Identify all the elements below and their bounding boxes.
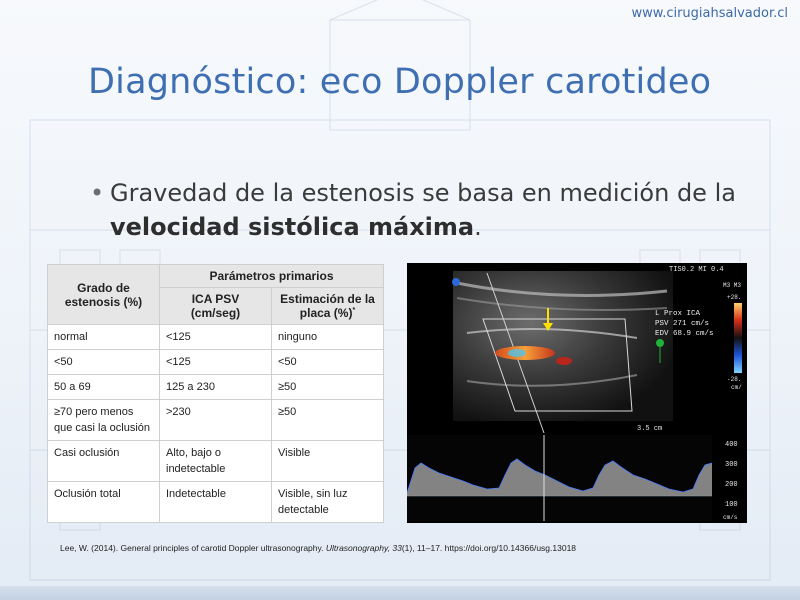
cell-plaque: ≥50 [272,375,384,400]
cell-plaque: <50 [272,350,384,375]
depth-label: 3.5 cm [637,425,663,433]
header-plaque-text: Estimación de la placa (%) [280,292,375,320]
spectral-tick: 400 [725,441,738,449]
table-row [48,441,384,482]
bullet-text: Gravedad de la estenosis se basa en medición de la [110,179,736,207]
cell-plaque: ≥50 [272,400,384,441]
cell-plaque: Visible [272,441,384,482]
cell-psv: >230 [160,400,272,441]
reference-issue-pages: (1), 11–17. https://doi.org/10.14366/usg.13018 [401,543,577,553]
scale-bottom-label: -28. [727,376,742,383]
slide-title: Diagnóstico: eco Doppler carotideo [88,62,712,102]
header-psv: ICA PSV (cm/seg) [160,288,272,325]
green-marker-icon [656,339,664,347]
ultrasound-top-label: TIS0.2 MI 0.4 [669,266,724,274]
reference-volume: 33 [392,543,402,553]
stenosis-table [47,264,384,523]
cell-psv: <125 [160,350,272,375]
spectral-unit: cm/s [723,514,738,521]
bullet-end: . [474,213,482,241]
cell-grade: normal [48,325,160,350]
cell-psv: 125 a 230 [160,375,272,400]
cell-grade: Oclusión total [48,482,160,523]
cell-plaque: Visible, sin luz detectable [272,482,384,523]
spectral-tick: 100 [725,501,738,509]
table-row [48,482,384,523]
table-row [48,400,384,441]
probe-orientation-icon [452,278,460,286]
cell-grade: 50 a 69 [48,375,160,400]
color-scale-bar [734,303,742,373]
footer-bar [0,586,800,600]
cell-psv: <125 [160,325,272,350]
measure-line: L Prox ICA [655,310,701,318]
cell-grade: ≥70 pero menos que casi la oclusión [48,400,160,441]
reference-citation [60,543,760,553]
bullet-point [90,176,780,244]
table-row [48,325,384,350]
cell-grade: <50 [48,350,160,375]
doppler-ultrasound-image [407,263,747,523]
cell-psv: Indetectable [160,482,272,523]
reference-authors: Lee, W. (2014). General principles of carotid Doppler ultrasonography. [60,543,324,553]
scale-top-label: +28. [727,294,742,301]
measure-line: PSV 271 cm/s [655,320,710,328]
bullet-dot-icon: • [90,179,105,207]
cell-plaque: ninguno [272,325,384,350]
spectral-tick: 200 [725,481,738,489]
header-plaque-mark: * [352,307,356,314]
measure-line: EDV 68.9 cm/s [655,330,714,338]
reference-journal: Ultrasonography, [325,543,390,553]
ultrasound-corner-label: M3 M3 [723,282,742,289]
site-url: www.cirugiahsalvador.cl [631,6,788,21]
cell-grade: Casi oclusión [48,441,160,482]
bullet-emphasis: velocidad sistólica máxima [110,213,475,241]
scale-unit-label: cm/ [731,384,742,391]
header-grade: Grado de estenosis (%) [48,265,160,325]
header-plaque [272,288,384,325]
spectral-tick: 300 [725,461,738,469]
table-row [48,375,384,400]
header-group: Parámetros primarios [160,265,384,288]
table-row [48,350,384,375]
cell-psv: Alto, bajo o indetectable [160,441,272,482]
